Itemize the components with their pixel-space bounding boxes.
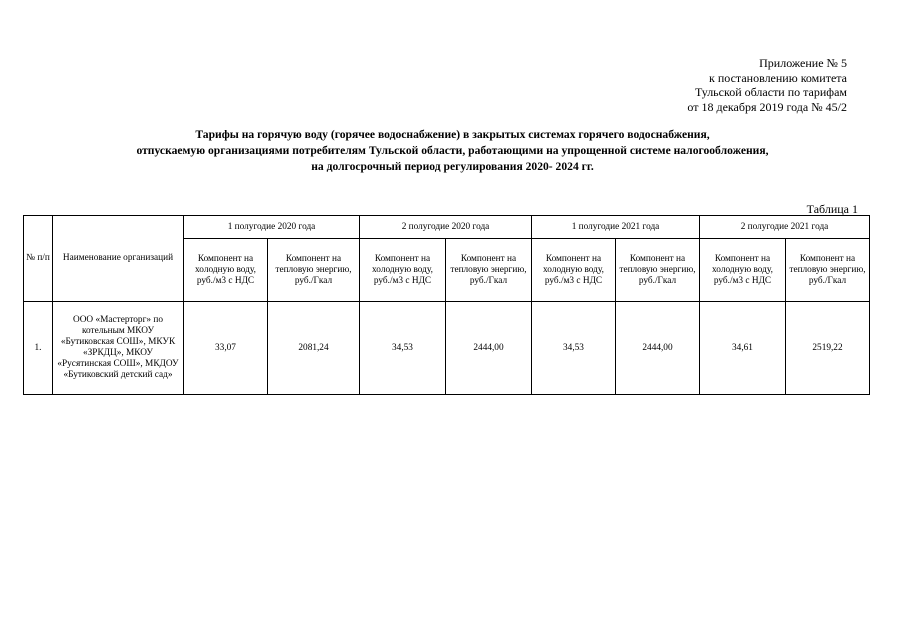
appendix-line: от 18 декабря 2019 года № 45/2 (687, 99, 847, 114)
appendix-header (687, 56, 847, 114)
header-cold-water-component: Компонент на холодную воду, руб./м3 с НДС (360, 239, 446, 302)
header-cold-water-component: Компонент на холодную воду, руб./м3 с НДС (184, 239, 268, 302)
value-cell: 2081,24 (268, 302, 360, 395)
header-row-periods (24, 216, 870, 239)
appendix-line: Приложение № 5 (759, 56, 847, 70)
appendix-line: Тульской области по тарифам (694, 85, 847, 99)
title-line: на долгосрочный период регулирования 2020- 2024 гг. (311, 160, 594, 173)
header-period: 2 полугодие 2021 года (700, 216, 870, 239)
tariff-table (23, 215, 870, 395)
header-heat-energy-component: Компонент на тепловую энергию, руб./Гкал (446, 239, 532, 302)
value-cell: 2519,22 (786, 302, 870, 395)
header-heat-energy-component: Компонент на тепловую энергию, руб./Гкал (616, 239, 700, 302)
header-cold-water-component: Компонент на холодную воду, руб./м3 с НДС (532, 239, 616, 302)
header-organization: Наименование организаций (53, 216, 184, 302)
value-cell: 34,61 (700, 302, 786, 395)
title-line: отпускаемую организациями потребителям Тульской области, работающими на упрощенной системе налогообложения, (136, 144, 769, 157)
value-cell: 2444,00 (446, 302, 532, 395)
header-heat-energy-component: Компонент на тепловую энергию, руб./Гкал (786, 239, 870, 302)
appendix-line: к постановлению комитета (709, 70, 847, 85)
table-label: Таблица 1 (806, 202, 858, 216)
header-cold-water-component: Компонент на холодную воду, руб./м3 с НДС (700, 239, 786, 302)
row-number: 1. (24, 302, 53, 395)
header-period: 2 полугодие 2020 года (360, 216, 532, 239)
value-cell: 33,07 (184, 302, 268, 395)
header-heat-energy-component: Компонент на тепловую энергию, руб./Гкал (268, 239, 360, 302)
value-cell: 2444,00 (616, 302, 700, 395)
table-row (24, 302, 870, 395)
document-title (40, 127, 865, 175)
header-period: 1 полугодие 2021 года (532, 216, 700, 239)
title-line: Тарифы на горячую воду (горячее водоснабжение) в закрытых системах горячего водоснабжения, (195, 128, 710, 141)
header-number: № п/п (24, 216, 53, 302)
value-cell: 34,53 (532, 302, 616, 395)
header-period: 1 полугодие 2020 года (184, 216, 360, 239)
row-organization: ООО «Мастерторг» по котельным МКОУ «Бутиковская СОШ», МКУК «ЗРКДЦ», МКОУ «Русятинская СОШ», МКДОУ «Бутиковский детский сад» (53, 302, 184, 395)
value-cell: 34,53 (360, 302, 446, 395)
